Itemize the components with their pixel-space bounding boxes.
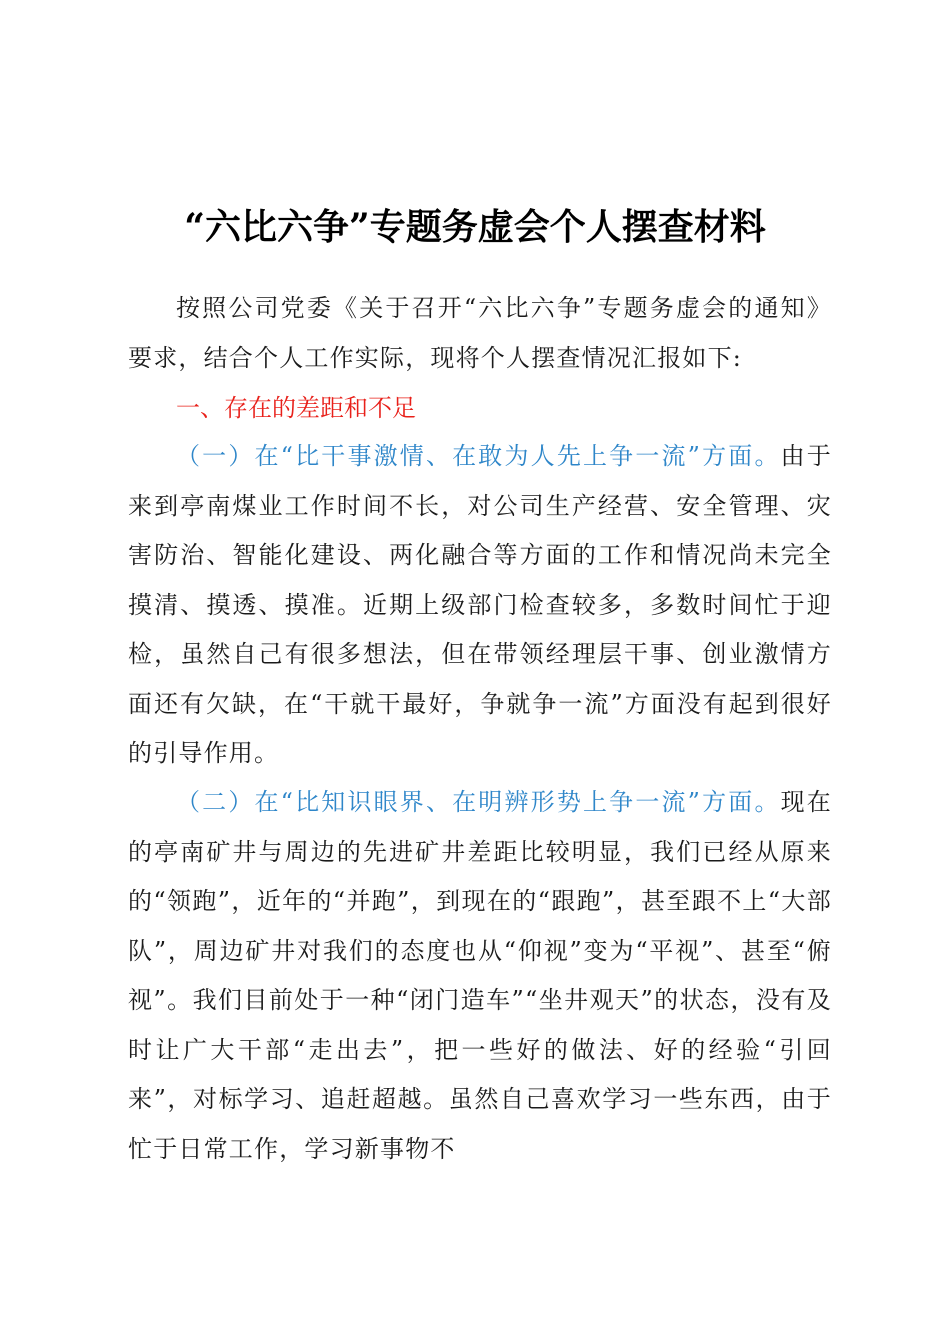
paragraph-1 — [128, 432, 832, 779]
page-title: “六比六争”专题务虚会个人摆查材料 — [184, 206, 766, 248]
paragraph-1-text: 由于来到亭南煤业工作时间不长，对公司生产经营、安全管理、灾害防治、智能化建设、两化融合等方面的工作和情况尚未完全摸清、摸透、摸准。近期上级部门检查较多，多数时间忙于迎检，虽然自己有很多想法，但在带领经理层干事、创业激情方面还有欠缺，在“干就干最好，争就争一流”方面没有起到很好的引导作用。 — [128, 442, 832, 767]
intro-paragraph: 按照公司党委《关于召开“六比六争”专题务虚会的通知》要求，结合个人工作实际，现将个人摆查情况汇报如下: — [128, 294, 832, 372]
paragraph-1-subheading: （一）在“比干事激情、在敢为人先上争一流”方面。 — [176, 442, 781, 470]
paragraph-2-subheading: （二）在“比知识眼界、在明辨形势上争一流”方面。 — [176, 788, 781, 816]
paragraph-2-text: 现在的亭南矿井与周边的先进矿井差距比较明显，我们已经从原来的“领跑”，近年的“并跑”，到现在的“跟跑”，甚至跟不上“大部队”，周边矿井对我们的态度也从“仰视”变为“平视”、甚至“俯视”。我们目前处于一种“闭门造车”“坐井观天”的状态，没有及时让广大干部“走出去”，把一些好的做法、好的经验“引回来”，对标学习、追赶超越。虽然自己喜欢学习一些东西，由于忙于日常工作，学习新事物不 — [128, 788, 832, 1163]
paragraph-2 — [128, 778, 832, 1174]
section-heading: 一、存在的差距和不足 — [176, 394, 416, 422]
